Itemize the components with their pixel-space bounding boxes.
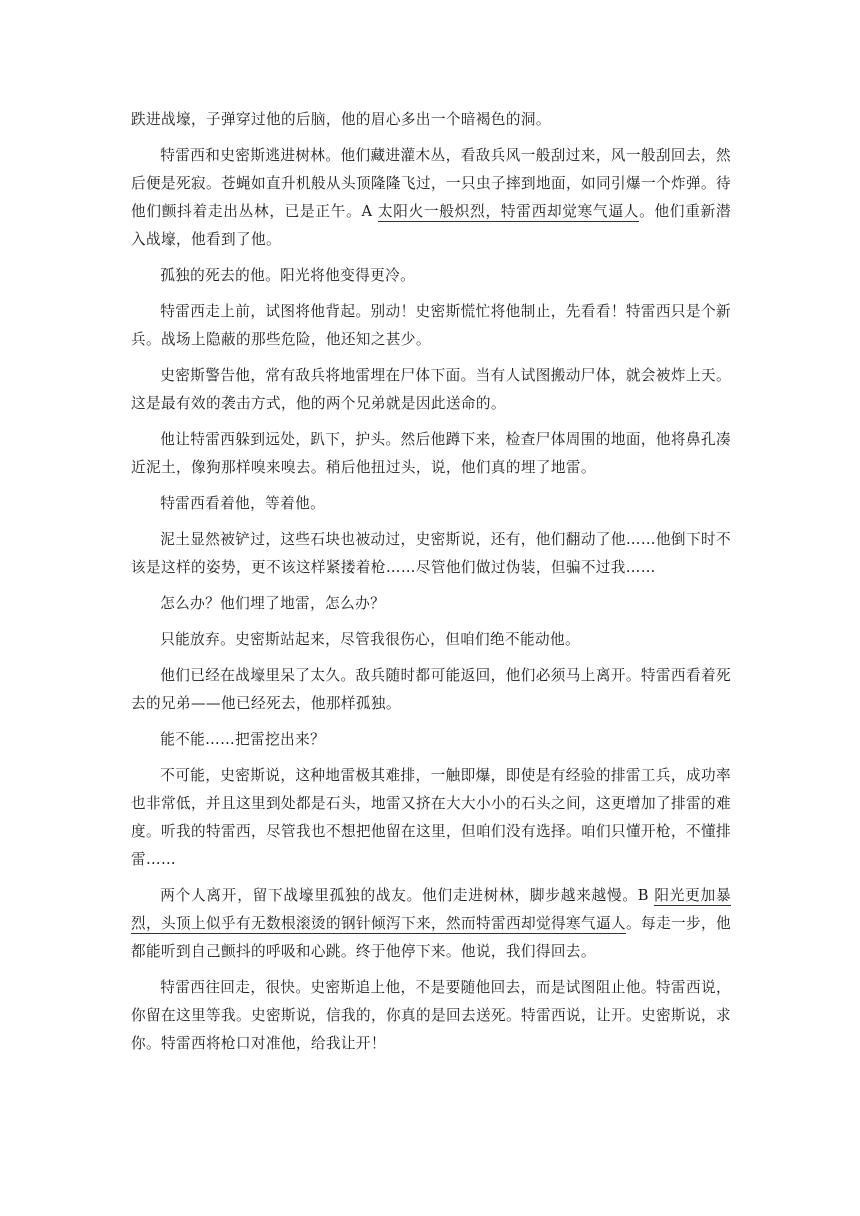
- paragraph-text: 怎么办？他们埋了地雷，怎么办？: [160, 595, 386, 612]
- paragraph: [131, 426, 731, 482]
- paragraph: [131, 298, 731, 354]
- paragraph-text: 只能放弃。史密斯站起来，尽管我很伤心，但咱们绝不能动他。: [160, 631, 581, 648]
- paragraph-text: 特雷西往回走，很快。史密斯追上他，不是要随他回去，而是试图阻止他。特雷西说，你留在这里等我。史密斯说，信我的，你真的是回去送死。特雷西说，让开。史密斯说，求你。特雷西将枪口对准他，给我让开！: [131, 979, 731, 1052]
- paragraph-text: 特雷西和史密斯逃进树林。他们藏进灌木丛，看敌兵风一般刮过来，风一般刮回去，然后便是死寂。苍蝇如直升机般从头顶隆隆飞过，一只虫子摔到地面，如同引爆一个炸弹。待他们颤抖着走出丛林，已是正午。A: [131, 147, 731, 220]
- paragraph: [131, 590, 731, 618]
- paragraph: [131, 362, 731, 418]
- paragraph: [131, 762, 731, 874]
- paragraph: [131, 662, 731, 718]
- paragraph-text: 能不能……把雷挖出来？: [160, 731, 326, 748]
- paragraph-text: 特雷西看着他，等着他。: [160, 495, 326, 512]
- paragraph-text: 史密斯警告他，常有敌兵将地雷埋在尸体下面。当有人试图搬动尸体，就会被炸上天。这是最有效的袭击方式，他的两个兄弟就是因此送命的。: [131, 367, 731, 412]
- paragraph-text: 泥土显然被铲过，这些石块也被动过，史密斯说，还有，他们翻动了他……他倒下时不该是这样的姿势，更不该这样紧搂着枪……尽管他们做过伪装，但骗不过我……: [131, 531, 731, 576]
- paragraph-text: 。他们重新潜入战壕，他看到了他。: [131, 203, 731, 248]
- paragraph: [131, 490, 731, 518]
- paragraph: [131, 626, 731, 654]
- underlined-sentence: 太阳火一般炽烈，特雷西却觉寒气逼人: [377, 203, 640, 220]
- paragraph: [131, 726, 731, 754]
- paragraph-text: 他让特雷西躲到远处，趴下，护头。然后他蹲下来，检查尸体周围的地面，他将鼻孔凑近泥土，像狗那样嗅来嗅去。稍后他扭过头，说，他们真的埋了地雷。: [131, 431, 731, 476]
- paragraph-text: 孤独的死去的他。阳光将他变得更冷。: [160, 267, 416, 284]
- paragraph: [131, 526, 731, 582]
- paragraph: [131, 974, 731, 1058]
- paragraph-text: 。每走一步，他都能听到自己颤抖的呼吸和心跳。终于他停下来。他说，我们得回去。: [131, 915, 731, 960]
- paragraph: [131, 142, 731, 254]
- paragraph-text: 跌进战壕，子弹穿过他的后脑，他的眉心多出一个暗褐色的洞。: [131, 111, 551, 128]
- paragraph: [131, 262, 731, 290]
- paragraph-text: 不可能，史密斯说，这种地雷极其难排，一触即爆，即使是有经验的排雷工兵，成功率也非常低，并且这里到处都是石头，地雷又挤在大大小小的石头之间，这更增加了排雷的难度。听我的特雷西，尽管我也不想把他留在这里，但咱们没有选择。咱们只懂开枪，不懂排雷……: [131, 767, 731, 868]
- paragraph-text: 两个人离开，留下战壕里孤独的战友。他们走进树林，脚步越来越慢。B: [160, 887, 655, 904]
- paragraph: [131, 882, 731, 966]
- underlined-sentence: 阳光更加暴烈，头顶上似乎有无数根滚烫的钢针倾泻下来，然而特雷西却觉得寒气逼人: [131, 887, 731, 932]
- paragraph-text: 特雷西走上前，试图将他背起。别动！史密斯慌忙将他制止，先看看！特雷西只是个新兵。战场上隐蔽的那些危险，他还知之甚少。: [131, 303, 731, 348]
- paragraph-text: 他们已经在战壕里呆了太久。敌兵随时都可能返回，他们必须马上离开。特雷西看着死去的兄弟——他已经死去，他那样孤独。: [131, 667, 731, 712]
- paragraph: [131, 106, 731, 134]
- document-body: [131, 106, 731, 1066]
